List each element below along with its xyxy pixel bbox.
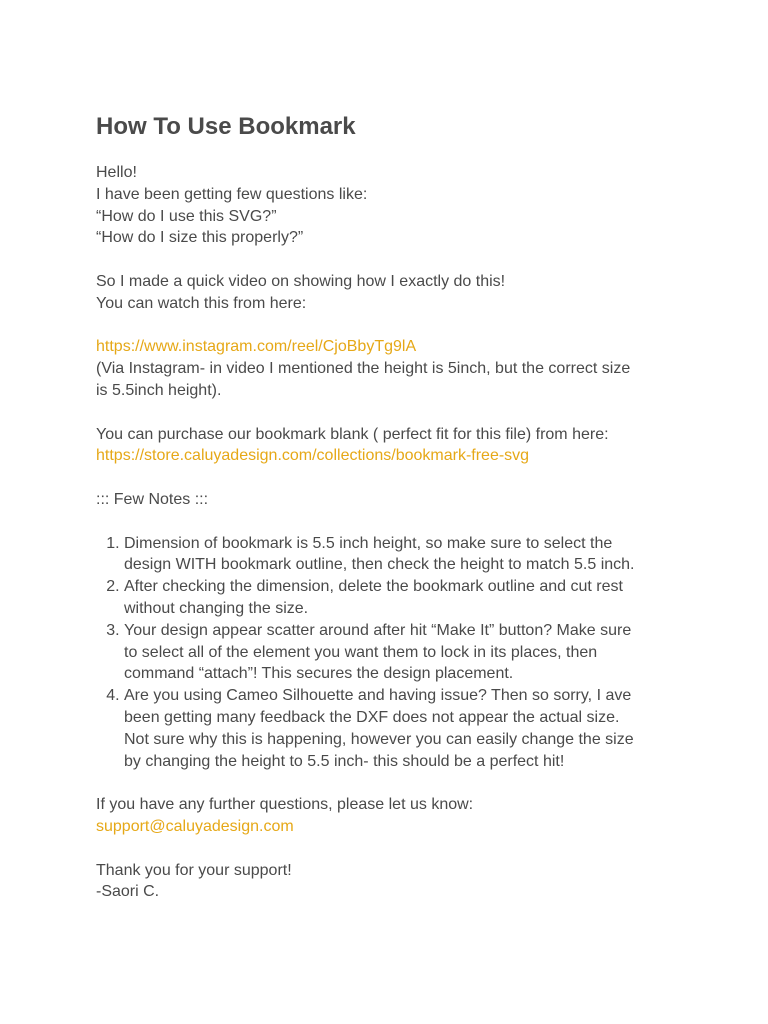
note-4-line-2: been getting many feedback the DXF does not appear the actual size. <box>124 708 620 726</box>
greeting-text: Hello! <box>96 164 137 181</box>
note-4-line-3: Not sure why this is happening, however you can easily change the size <box>124 730 634 748</box>
purchase-text: You can purchase our bookmark blank ( perfect fit for this file) from here: <box>96 425 609 443</box>
store-link[interactable]: https://store.caluyadesign.com/collections/bookmark-free-svg <box>96 447 530 465</box>
spacer <box>96 249 676 271</box>
closing-section <box>96 860 676 904</box>
spacer <box>96 467 676 489</box>
contact-text: If you have any further questions, please let us know: <box>96 796 474 814</box>
intro-text: I have been getting few questions like: <box>96 185 368 203</box>
video-note-line-1: (Via Instagram- in video I mentioned the height is 5inch, but the correct size <box>96 360 631 378</box>
note-4-line-1: 4. Are you using Cameo Silhouette and having issue? Then so sorry, I ave <box>124 687 632 705</box>
contact-section <box>96 794 676 838</box>
notes-list <box>96 533 676 773</box>
instagram-link[interactable]: https://www.instagram.com/reel/CjoBbyTg9lA <box>96 338 417 356</box>
video-intro-text: So I made a quick video on showing how I exactly do this! <box>96 272 506 290</box>
note-1-line-2: design WITH bookmark outline, then check the height to match 5.5 inch. <box>124 556 635 574</box>
document <box>96 112 676 903</box>
support-email-link[interactable]: support@caluyadesign.com <box>96 817 294 835</box>
spacer <box>96 315 676 337</box>
spacer <box>96 838 676 860</box>
video-note-line-2: is 5.5inch height). <box>96 381 222 399</box>
notes-heading: ::: Few Notes ::: <box>96 490 209 508</box>
thanks-text: Thank you for your support! <box>96 861 292 879</box>
list-item <box>124 576 676 620</box>
video-link-section <box>96 336 676 401</box>
list-item <box>124 620 676 685</box>
page-title: How To Use Bookmark <box>96 113 356 140</box>
spacer <box>96 402 676 424</box>
purchase-section <box>96 424 676 468</box>
question-1: “How do I use this SVG?” <box>96 207 277 225</box>
note-4-line-4: by changing the height to 5.5 inch- this should be a perfect hit! <box>124 752 565 770</box>
list-item <box>124 533 676 577</box>
note-3-line-3: command “attach”! This secures the design placement. <box>124 665 514 683</box>
spacer <box>96 511 676 533</box>
video-section <box>96 271 676 315</box>
spacer <box>96 772 676 794</box>
note-1-line-1: 1. Dimension of bookmark is 5.5 inch height, so make sure to select the <box>124 534 613 552</box>
intro-section <box>96 162 676 249</box>
list-item <box>124 685 676 772</box>
note-3-line-1: 3. Your design appear scatter around after hit “Make It” button? Make sure <box>124 621 632 639</box>
note-3-line-2: to select all of the element you want them to lock in its places, then <box>124 643 598 661</box>
note-2-line-2: without changing the size. <box>124 599 309 617</box>
signature-text: -Saori C. <box>96 883 160 901</box>
question-2: “How do I size this properly?” <box>96 229 304 247</box>
video-watch-text: You can watch this from here: <box>96 294 307 312</box>
note-2-line-1: 2. After checking the dimension, delete the bookmark outline and cut rest <box>124 578 623 596</box>
